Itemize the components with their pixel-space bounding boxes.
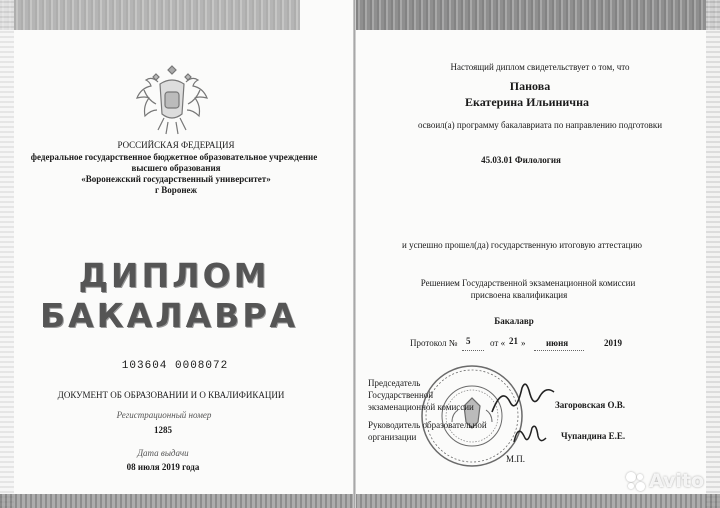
registration-label: Регистрационный номер: [116, 410, 212, 420]
chair-title-line-2: Государственной: [368, 390, 434, 400]
diploma-title-line-2: БАКАЛАВРА: [39, 296, 299, 335]
qualification-value: Бакалавр: [494, 316, 534, 326]
decision-line-1: Решением Государственной экзаменационной комиссии: [420, 278, 636, 288]
head-signature-icon: [510, 420, 550, 448]
chair-title-line-3: экзаменационной комиссии: [368, 402, 474, 412]
scan-bottom-band: [0, 494, 720, 508]
chair-title-line-1: Председатель: [368, 378, 421, 388]
institution-line-2: высшего образования: [131, 163, 221, 173]
institution-line-3: «Воронежский государственный университет»: [81, 174, 271, 184]
graduate-surname: Панова: [509, 79, 551, 93]
protocol-month-line: [534, 350, 584, 351]
protocol-day-close: »: [521, 338, 526, 348]
protocol-number: 5: [466, 336, 471, 346]
diploma-serial-number: 103604 0008072: [121, 360, 229, 372]
avito-logo-icon: [624, 470, 646, 492]
head-name: Чупандина Е.Е.: [561, 431, 626, 441]
page-fold: [353, 0, 356, 508]
protocol-year: 2019: [604, 338, 622, 348]
issue-date-value: 08 июля 2019 года: [126, 462, 200, 472]
graduate-name: Екатерина Ильинична: [465, 95, 589, 109]
seal-place-label: М.П.: [506, 454, 526, 464]
program-code-name: 45.03.01 Филология: [481, 155, 561, 165]
institution-line-4: г Воронеж: [154, 185, 198, 195]
chair-signature-icon: [488, 380, 558, 420]
scan-left-edge: [0, 0, 14, 508]
avito-watermark-text: Avito: [648, 470, 704, 492]
country-name: РОССИЙСКАЯ ФЕДЕРАЦИЯ: [117, 140, 235, 150]
protocol-day: 21: [509, 336, 518, 346]
decision-line-2: присвоена квалификация: [470, 290, 568, 300]
intro-text: Настоящий диплом свидетельствует о том, что: [450, 62, 630, 72]
scan-top-band-right: [356, 0, 720, 30]
mastered-program-text: освоил(а) программу бакалавриата по направлению подготовки: [417, 120, 663, 130]
protocol-month: июня: [546, 338, 569, 348]
scan-right-edge: [706, 0, 720, 508]
diploma-title-line-1: ДИПЛОМ: [78, 256, 270, 295]
document-type: ДОКУМЕНТ ОБ ОБРАЗОВАНИИ И О КВАЛИФИКАЦИИ: [57, 390, 285, 400]
certification-passed-text: и успешно прошел(да) государственную итоговую аттестацию: [402, 240, 642, 250]
institution-line-1: федеральное государственное бюджетное образовательное учреждение: [30, 152, 318, 162]
issue-date-label: Дата выдачи: [137, 448, 189, 458]
protocol-number-line: [462, 350, 484, 351]
head-title-line-1: Руководитель образовательной: [368, 420, 487, 430]
scan-top-band-left: [0, 0, 300, 30]
registration-number: 1285: [154, 425, 172, 435]
protocol-label: Протокол №: [410, 338, 458, 348]
avito-watermark: [624, 470, 704, 492]
double-headed-eagle-emblem-icon: [134, 60, 210, 138]
chair-name: Загоровская О.В.: [555, 400, 626, 410]
protocol-from-label: от «: [490, 338, 506, 348]
head-title-line-2: организации: [368, 432, 417, 442]
